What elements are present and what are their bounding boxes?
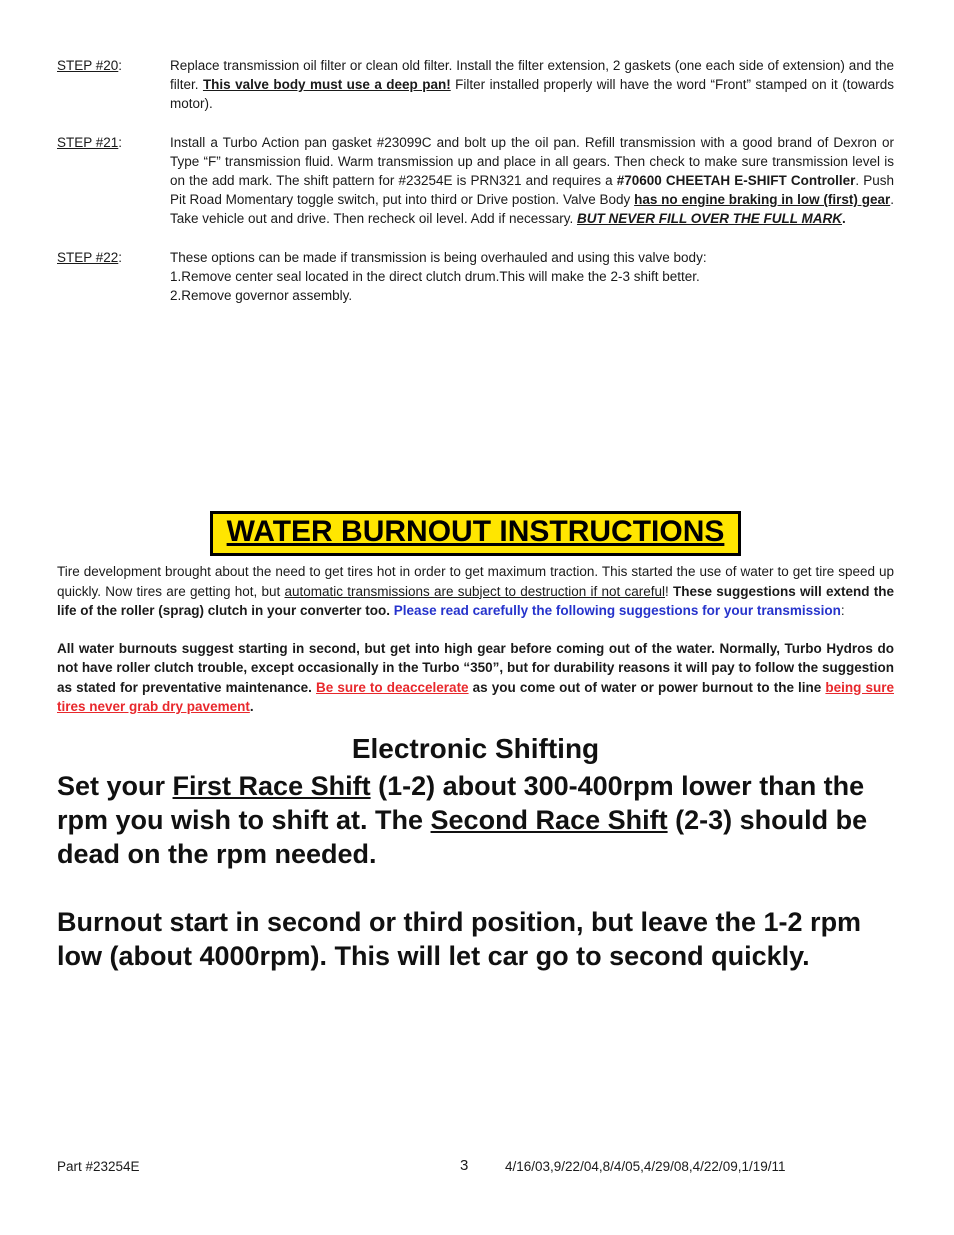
page-number: 3 bbox=[460, 1157, 469, 1174]
text-run: : bbox=[840, 603, 845, 618]
text-run: All water burnouts suggest starting in second, but get into high gear before coming out of the water. Normally, Turbo Hydros do not have roller clutch trouble, except occasionally in the Turbo “350”, but for durability reasons it will pay to follow the suggestion as stated for preventative maintenance. bbox=[57, 640, 894, 695]
electronic-shifting-heading: Electronic Shifting bbox=[351, 732, 600, 764]
text-run: Set your bbox=[57, 770, 173, 801]
step-20-body bbox=[170, 56, 894, 113]
deep-pan-warning: This valve body must use a deep pan! bbox=[202, 77, 451, 92]
page-footer bbox=[57, 1157, 894, 1177]
text-run: as you come out of water or power burnout to the line bbox=[468, 679, 826, 695]
step-20-label-text: STEP #20 bbox=[57, 58, 119, 73]
never-overfill-warning: BUT NEVER FILL OVER THE FULL MARK bbox=[576, 211, 842, 226]
step-22-line-1: These options can be made if transmission is being overhauled and using this valve body: bbox=[170, 250, 707, 265]
text-run: ! bbox=[665, 583, 673, 599]
sprag-clutch-note: These suggestions will extend the life of the roller (sprag) clutch in your converter too. bbox=[57, 583, 894, 618]
text-run: . Take vehicle out and drive. Then recheck oil level. Add if necessary. bbox=[170, 192, 894, 226]
shift-setup-paragraph bbox=[57, 769, 894, 871]
step-22-label-colon: : bbox=[118, 250, 123, 265]
step-21-body bbox=[170, 133, 894, 228]
text-run: . Push Pit Road Momentary toggle switch, put into third or Drive postion. Valve Body bbox=[170, 173, 894, 207]
text-run: Filter installed properly will have the word “Front” stamped on it (towards motor). bbox=[170, 77, 894, 111]
step-20-label-colon: : bbox=[118, 58, 123, 73]
step-22-body bbox=[170, 248, 894, 305]
step-21 bbox=[57, 133, 894, 228]
step-22-line-2: 1.Remove center seal located in the direct clutch drum.This will make the 2-3 shift better. bbox=[170, 269, 700, 284]
step-21-label-text: STEP #21 bbox=[57, 135, 119, 150]
no-engine-braking-warning: has no engine braking in low (first) gear bbox=[634, 192, 891, 207]
dry-pavement-warning: being sure tires never grab dry pavement bbox=[57, 679, 895, 714]
text-run: Replace transmission oil filter or clean old filter. Install the filter extension, 2 gaskets (one each side of extension) and the filter. bbox=[170, 58, 894, 92]
revision-dates: 4/16/03,9/22/04,8/4/05,4/29/08,4/22/09,1/19/11 bbox=[505, 1159, 786, 1174]
destruction-warning: automatic transmissions are subject to destruction if not careful bbox=[284, 583, 666, 599]
text-run: . bbox=[842, 211, 846, 226]
water-burnout-title bbox=[210, 511, 742, 556]
second-race-shift: Second Race Shift bbox=[430, 804, 668, 835]
burnout-start-paragraph: Burnout start in second or third position, but leave the 1-2 rpm low (about 4000rpm). This will let car go to second quickly. bbox=[57, 906, 862, 971]
part-number: Part #23254E bbox=[57, 1159, 140, 1174]
text-run: (2-3) should be dead on the rpm needed. bbox=[57, 804, 868, 869]
eshift-controller-ref: #70600 CHEETAH E-SHIFT Controller bbox=[616, 173, 856, 188]
read-carefully-note: Please read carefully the following suggestions for your transmission bbox=[393, 603, 841, 618]
text-run: (1-2) about 300-400rpm lower than the rpm you wish to shift at. The bbox=[57, 770, 865, 835]
water-burnout-title-wrap bbox=[57, 511, 894, 556]
deaccelerate-warning: Be sure to deaccelerate bbox=[316, 679, 469, 695]
step-22-label-text: STEP #22 bbox=[57, 250, 119, 265]
burnout-advice-paragraph bbox=[57, 639, 894, 717]
first-race-shift: First Race Shift bbox=[172, 770, 371, 801]
water-burnout-title-text: WATER BURNOUT INSTRUCTIONS bbox=[226, 515, 725, 548]
text-run: Install a Turbo Action pan gasket #23099C and bolt up the oil pan. Refill transmission with a good brand of Dexron or Type “F” transmission fluid. Warm transmission up and place in all gears. Then check to make sure transmission level is on the add mark. The shift pattern for #23254E is PRN321 and requires a bbox=[170, 135, 894, 188]
step-21-label-colon: : bbox=[118, 135, 123, 150]
step-22 bbox=[57, 248, 894, 305]
burnout-intro-paragraph bbox=[57, 562, 894, 621]
step-22-label bbox=[57, 248, 170, 305]
text-run: . bbox=[249, 699, 254, 714]
step-20 bbox=[57, 56, 894, 113]
step-20-label bbox=[57, 56, 170, 113]
step-22-line-3: 2.Remove governor assembly. bbox=[170, 288, 353, 303]
text-run: Tire development brought about the need to get tires hot in order to get maximum traction. This started the use of water to get tire speed up quickly. Now tires are getting hot, but bbox=[57, 564, 894, 599]
step-21-label bbox=[57, 133, 170, 228]
